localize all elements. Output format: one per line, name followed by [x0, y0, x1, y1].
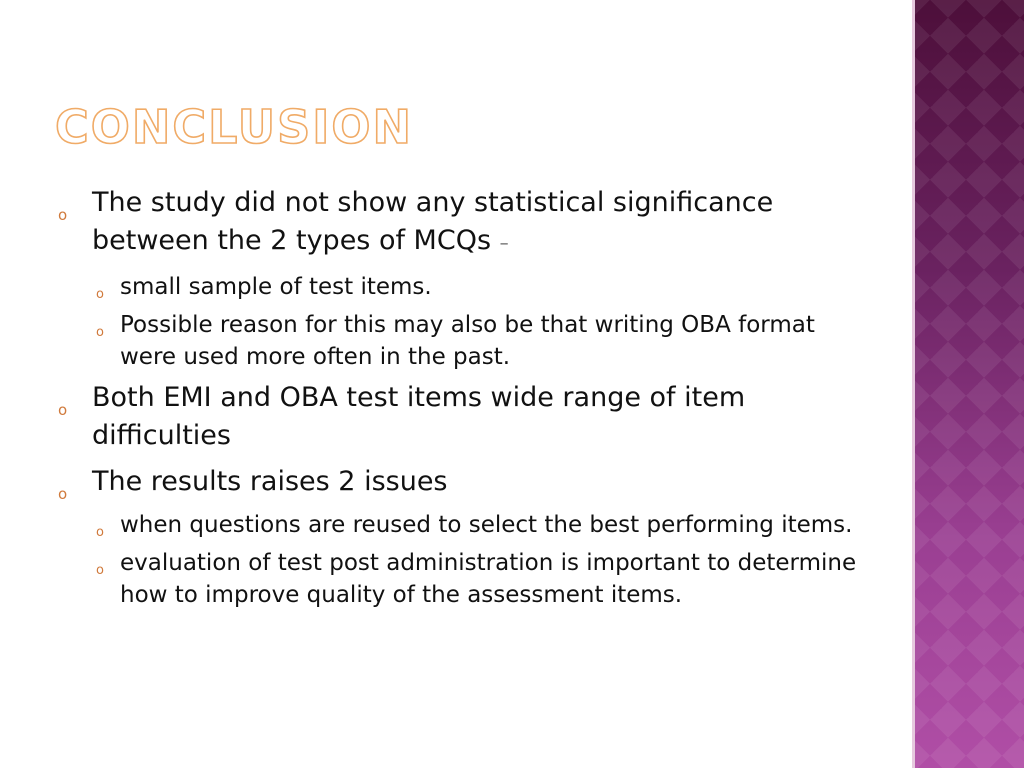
bullet-text: The study did not show any statistical significance between the 2 types of MCQs — [92, 187, 774, 256]
sub-bullet-item — [96, 547, 858, 611]
bullet-marker: o — [58, 206, 68, 224]
bullet-marker: o — [96, 525, 104, 540]
sub-bullet-item — [96, 309, 858, 373]
bullet-text: The results raises 2 issues — [92, 466, 448, 497]
side-band-edge — [912, 0, 915, 768]
bullet-text: Both EMI and OBA test items wide range of item difficulties — [92, 382, 746, 451]
bullet-marker: o — [96, 325, 104, 340]
bullet-marker: o — [96, 563, 104, 578]
sub-bullet-text: small sample of test items. — [120, 274, 432, 300]
sub-bullet-text: evaluation of test post administration is important to determine how to improve quality of the assessment items. — [120, 550, 857, 608]
bullet-marker: o — [58, 485, 68, 503]
bullet-item-1 — [58, 184, 858, 263]
sub-bullet-item — [96, 509, 858, 541]
bullet-item-3 — [58, 463, 858, 501]
bullet-marker: o — [96, 287, 104, 302]
diamond-pattern — [912, 0, 1024, 768]
sub-bullet-item — [96, 271, 858, 303]
sub-bullet-text: when questions are reused to select the best performing items. — [120, 512, 853, 538]
slide-title: CONCLUSION — [55, 100, 413, 154]
bullet-dash: – — [499, 233, 509, 254]
decorative-side-band — [912, 0, 1024, 768]
bullet-item-2 — [58, 379, 858, 455]
sub-bullet-text: Possible reason for this may also be that writing OBA format were used more often in the past. — [120, 312, 815, 370]
bullet-marker: o — [58, 401, 68, 419]
bullet-list — [58, 184, 858, 617]
